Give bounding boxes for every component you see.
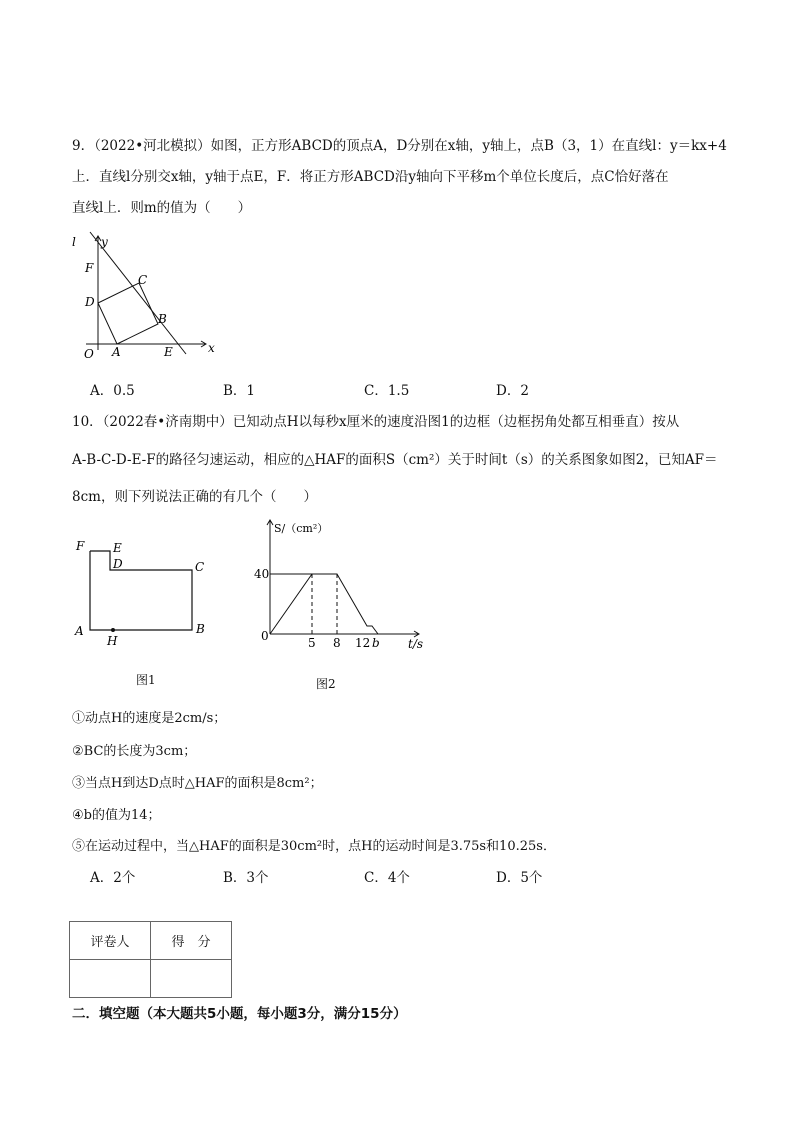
- section-title: 二．填空题（本大题共5小题，每小题3分，满分15分）: [72, 1006, 407, 1022]
- fig1-caption: 图1: [136, 673, 156, 687]
- q9-label-x: x: [208, 341, 215, 355]
- q10-option-b: B．3个: [223, 870, 269, 886]
- q10-option-a: A．2个: [90, 870, 136, 886]
- fig1-label-D: D: [113, 557, 123, 571]
- score-table: [69, 921, 232, 998]
- q9-label-y: y: [101, 235, 108, 249]
- q10-figure2: [254, 516, 434, 654]
- fig2-ylabel: S/（cm²）: [274, 522, 329, 535]
- q9-option-d: D．2: [496, 383, 529, 399]
- fig2-t5: 5: [308, 636, 316, 650]
- fig1-label-B: B: [196, 622, 205, 636]
- fig2-tb: b: [372, 636, 380, 650]
- q9-label-C: C: [138, 273, 148, 287]
- reviewer-header: 评卷人: [70, 922, 151, 960]
- fig2-t12: 12: [355, 636, 371, 650]
- q9-figure: [66, 228, 226, 364]
- fig2-xlabel: t/s: [408, 637, 424, 651]
- q9-label-F: F: [85, 261, 94, 275]
- q9-label-A: A: [112, 345, 121, 359]
- fig1-label-F: F: [76, 539, 85, 553]
- fig1-label-C: C: [195, 560, 205, 574]
- q9-label-B: B: [158, 312, 167, 326]
- q9-option-a: A．0.5: [90, 383, 135, 399]
- reviewer-cell[interactable]: [70, 960, 151, 998]
- q10-statement-1: ①动点H的速度是2cm/s；: [72, 711, 227, 726]
- fig2-caption: 图2: [316, 677, 336, 691]
- q10-line3: 8cm，则下列说法正确的有几个（ ）: [72, 489, 317, 505]
- q9-line-l: [90, 232, 186, 354]
- q10-statement-4: ④b的值为14；: [72, 808, 161, 823]
- q10-statement-5: ⑤在运动过程中，当△HAF的面积是30cm²时，点H的运动时间是3.75s和10.25s．: [72, 839, 556, 854]
- fig2-y40: 40: [254, 567, 270, 581]
- score-header: 得 分: [151, 922, 232, 960]
- q9-label-O: O: [84, 347, 94, 361]
- q9-option-b: B．1: [223, 383, 256, 399]
- q9-line1: 9．（2022•河北模拟）如图，正方形ABCD的顶点A，D分别在x轴，y轴上，点B（3，1）在直线l：y＝kx+4: [72, 138, 727, 154]
- q10-statement-3: ③当点H到达D点时△HAF的面积是8cm²；: [72, 776, 323, 791]
- fig1-label-A: A: [75, 624, 84, 638]
- q10-line1: 10．（2022春•济南期中）已知动点H以每秒x厘米的速度沿图1的边框（边框拐角处都互相垂直）按从: [72, 414, 680, 430]
- score-cell[interactable]: [151, 960, 232, 998]
- q9-square: [98, 283, 158, 344]
- q10-figure1: [70, 536, 220, 646]
- q9-line3: 直线l上．则m的值为（ ）: [72, 200, 252, 216]
- q10-statement-2: ②BC的长度为3cm；: [72, 744, 197, 759]
- fig1-point-h: [111, 628, 115, 632]
- q9-label-D: D: [85, 295, 95, 309]
- fig1-label-H: H: [107, 634, 118, 646]
- q10-option-d: D．5个: [496, 870, 543, 886]
- q9-label-E: E: [164, 345, 173, 359]
- q10-line2: A-B-C-D-E-F的路径匀速运动，相应的△HAF的面积S（cm²）关于时间t（s）的关系图象如图2，已知AF＝: [72, 452, 718, 468]
- fig1-label-E: E: [113, 541, 122, 555]
- fig2-graph: [270, 574, 372, 634]
- q9-label-l: l: [72, 235, 76, 249]
- fig2-origin: 0: [261, 629, 269, 643]
- fig1-frame: [90, 551, 192, 630]
- fig2-t8: 8: [333, 636, 341, 650]
- q10-option-c: C．4个: [364, 870, 410, 886]
- q9-option-c: C．1.5: [364, 383, 410, 399]
- q9-line2: 上．直线l分别交x轴，y轴于点E，F．将正方形ABCD沿y轴向下平移m个单位长度后，点C恰好落在: [72, 169, 669, 185]
